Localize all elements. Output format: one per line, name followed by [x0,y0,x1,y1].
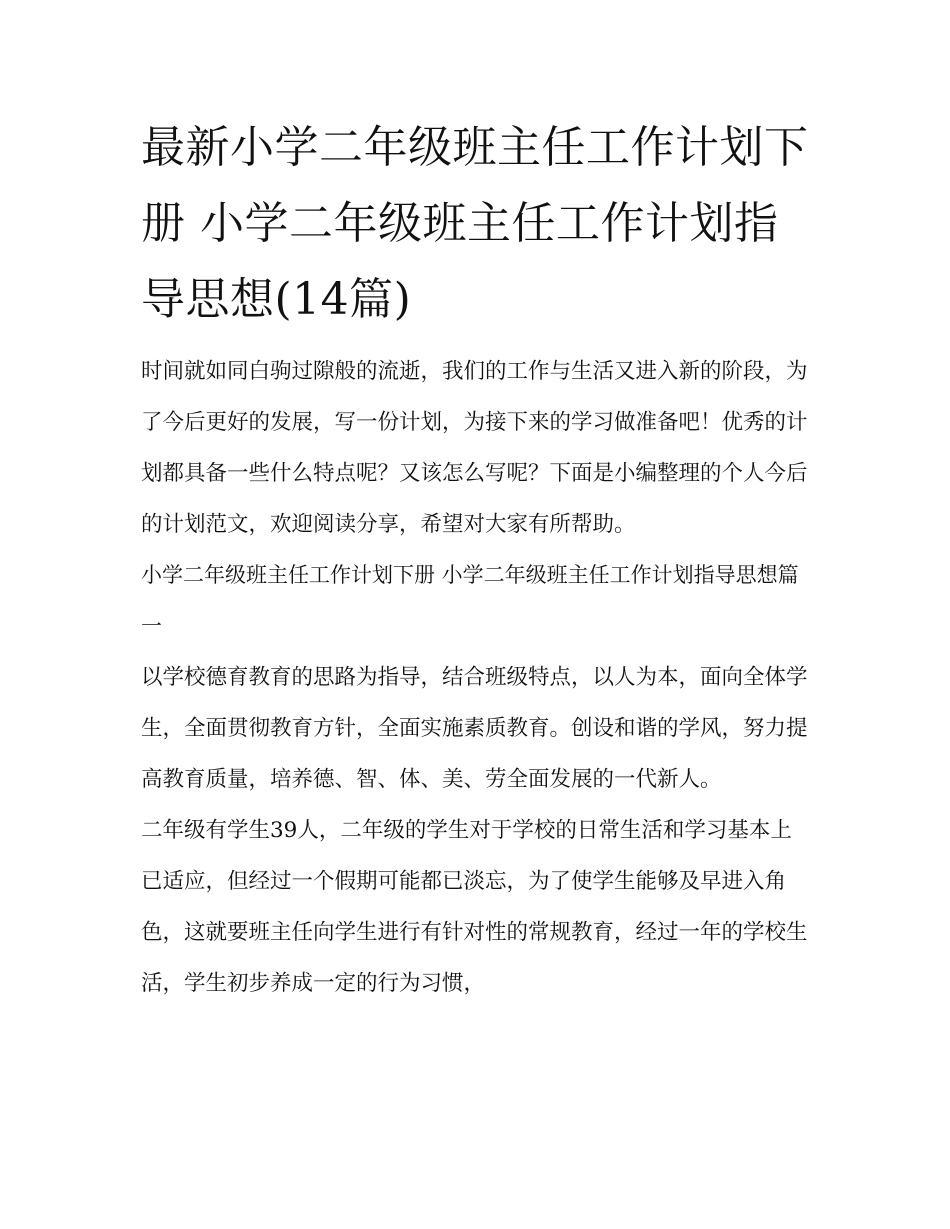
document-page [141,110,813,1009]
section-heading: 小学二年级班主任工作计划下册 小学二年级班主任工作计划指导思想篇一 [141,563,799,638]
document-body [141,346,813,1009]
document-title: 最新小学二年级班主任工作计划下册 小学二年级班主任工作计划指导思想(14篇) [141,122,809,325]
intro-paragraph: 时间就如同白驹过隙般的流逝，我们的工作与生活又进入新的阶段，为了今后更好的发展，写一份计划，为接下来的学习做准备吧！优秀的计划都具备一些什么特点呢？又该怎么写呢？下面是小编整理的个人今后的计划范文，欢迎阅读分享，希望对大家有所帮助。 [141,359,808,537]
class-situation-paragraph: 二年级有学生39人，二年级的学生对于学校的日常生活和学习基本上已适应，但经过一个假期可能都已淡忘，为了使学生能够及早进入角色，这就要班主任向学生进行有针对性的常规教育，经过一年的学校生活，学生初步养成一定的行为习惯， [141,818,808,996]
guiding-principle-paragraph: 以学校德育教育的思路为指导，结合班级特点，以人为本，面向全体学生，全面贯彻教育方针，全面实施素质教育。创设和谐的学风，努力提高教育质量，培养德、智、体、美、劳全面发展的一代新人。 [141,665,808,792]
